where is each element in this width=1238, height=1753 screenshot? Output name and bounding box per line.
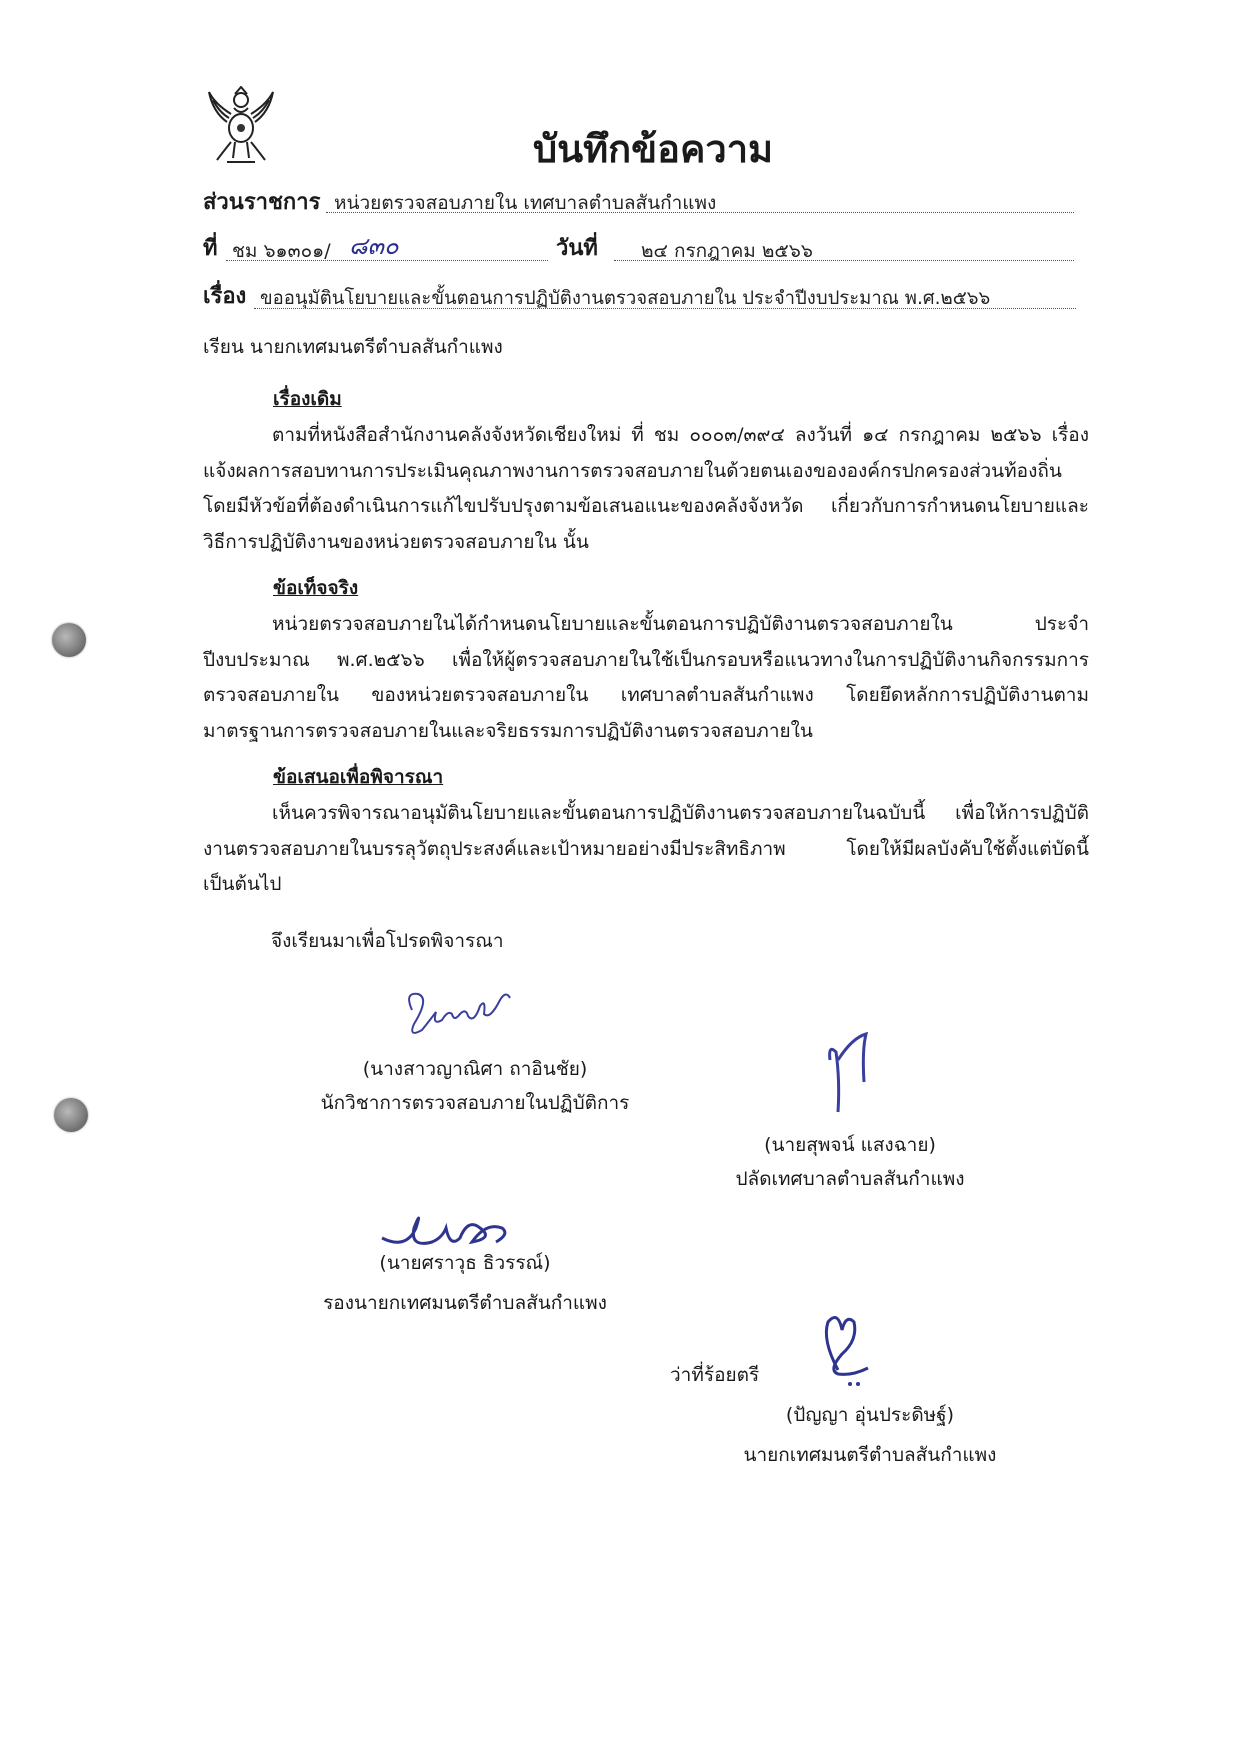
section-text-proposal: เห็นควรพิจารณาอนุมัตินโยบายและขั้นตอนการปฏิบัติงานตรวจสอบภายในฉบับนี้ เพื่อให้การปฏิบัติงานตรวจสอบภายในบรรลุวัตถุประสงค์และเป้าหมายอย่างมีประสิทธิภาพ โดยให้มีผลบังคับใช้ตั้งแต่บัดนี้เป็นต้นไป (203, 802, 1089, 895)
signatory-1-name: (นางสาวญาณิศา ถาอินชัย) (362, 1058, 588, 1080)
salutation: เรียน นายกเทศมนตรีตำบลสันกำแพง (203, 336, 503, 358)
signature-1 (400, 980, 530, 1050)
subject-value: ขออนุมัตินโยบายและขั้นตอนการปฏิบัติงานตรวจสอบภายใน ประจำปีงบประมาณ พ.ศ.๒๕๖๖ (260, 288, 991, 309)
closing-line: จึงเรียนมาเพื่อโปรดพิจารณา (271, 930, 504, 952)
section-text-background: ตามที่หนังสือสำนักงานคลังจังหวัดเชียงใหม่ ที่ ชม ๐๐๐๓/๓๙๔ ลงวันที่ ๑๔ กรกฎาคม ๒๕๖๖ เรื่อง แจ้งผลการสอบทานการประเมินคุณภาพงานการตรวจสอบภายในด้วยตนเองขององค์กรปกครองส่วนท้องถิ่น โดยมีหัวข้อที่ต้องดำเนินการแก้ไขปรับปรุงตามข้อเสนอแนะของคลังจังหวัด เกี่ยวกับการกำหนดนโยบายและวิธีการปฏิบัติงานของหน่วยตรวจสอบภายใน นั้น (203, 424, 1089, 553)
signatory-3-position: รองนายกเทศมนตรีตำบลสันกำแพง (323, 1292, 607, 1314)
punch-hole-top (52, 623, 86, 657)
punch-hole-bottom (54, 1098, 88, 1132)
signatory-2-name: (นายสุพจน์ แสงฉาย) (764, 1134, 936, 1156)
subject-label: เรื่อง (203, 284, 247, 309)
signature-4 (808, 1310, 878, 1390)
section-heading-proposal: ข้อเสนอเพื่อพิจารณา (273, 766, 444, 788)
ref-dotted-line (226, 260, 548, 261)
signatory-4-prefix: ว่าที่ร้อยตรี (670, 1364, 760, 1386)
date-value: ๒๔ กรกฎาคม ๒๕๖๖ (641, 240, 813, 262)
ref-value: ชม ๖๑๓๐๑/ (232, 240, 331, 262)
ref-label: ที่ (203, 236, 218, 261)
section-heading-facts: ข้อเท็จจริง (273, 577, 359, 599)
agency-value: หน่วยตรวจสอบภายใน เทศบาลตำบลสันกำแพง (334, 192, 717, 214)
signature-2 (822, 1030, 882, 1120)
subject-dotted-line (254, 308, 1076, 309)
signatory-4-position: นายกเทศมนตรีตำบลสันกำแพง (743, 1444, 997, 1466)
date-label: วันที่ (556, 236, 598, 261)
section-text-facts: หน่วยตรวจสอบภายในได้กำหนดนโยบายและขั้นตอนการปฏิบัติงานตรวจสอบภายใน ประจำปีงบประมาณ พ.ศ.๒๕๖๖ เพื่อให้ผู้ตรวจสอบภายในใช้เป็นกรอบหรือแนวทางในการปฏิบัติงานกิจกรรมการตรวจสอบภายใน ของหน่วยตรวจสอบภายใน เทศบาลตำบลสันกำแพง โดยยึดหลักการปฏิบัติงานตามมาตรฐานการตรวจสอบภายในและจริยธรรมการปฏิบัติงานตรวจสอบภายใน (203, 613, 1089, 742)
signatory-3-name: (นายศราวุธ ธิวรรณ์) (379, 1252, 551, 1274)
garuda-emblem-icon (205, 86, 277, 166)
signatory-2-position: ปลัดเทศบาลตำบลสันกำแพง (735, 1168, 965, 1190)
date-dotted-line (614, 260, 1074, 261)
section-heading-background: เรื่องเดิม (273, 388, 342, 410)
agency-dotted-line (326, 212, 1074, 213)
memo-title: บันทึกข้อความ (533, 126, 774, 171)
agency-label: ส่วนราชการ (203, 190, 321, 215)
signatory-4-name: (ปัญญา อุ่นประดิษฐ์) (785, 1404, 955, 1426)
ref-handwritten-number: ๘๓๐ (349, 232, 399, 260)
signatory-1-position: นักวิชาการตรวจสอบภายในปฏิบัติการ (320, 1092, 630, 1114)
